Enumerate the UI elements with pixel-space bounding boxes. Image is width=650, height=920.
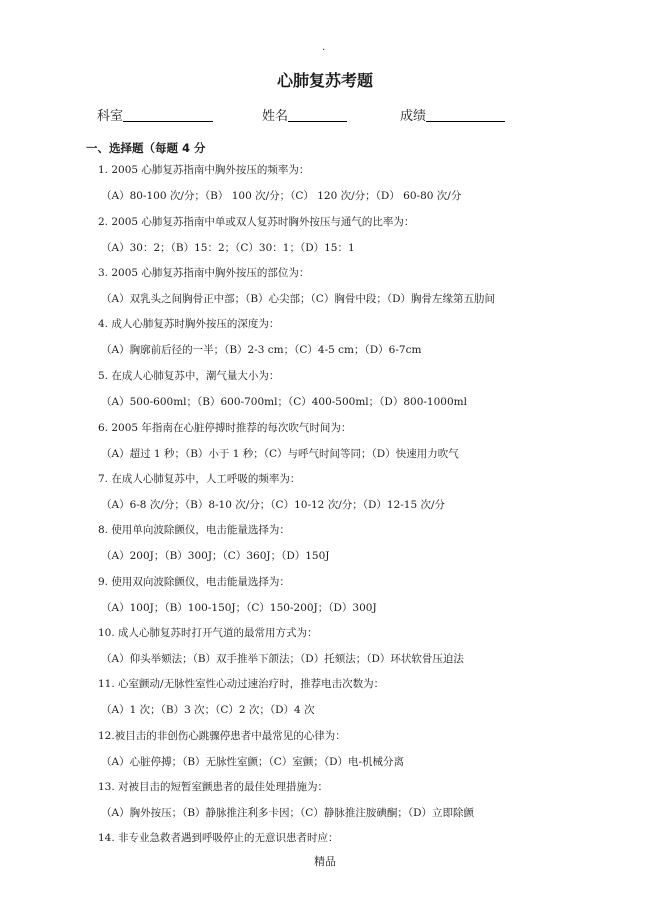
department-label: 科室 <box>97 109 124 124</box>
question-text: 9. 使用双向波除颤仪，电击能量选择为： <box>98 576 290 588</box>
question-options: （A）100J；（B）100-150J；（C）150-200J；（D）300J <box>101 602 377 614</box>
question-text: 8. 使用单向波除颤仪，电击能量选择为： <box>98 524 290 536</box>
question-text: 6. 2005 年指南在心脏停搏时推荐的每次吹气时间为： <box>98 422 352 434</box>
question-text: 2. 2005 心肺复苏指南中单或双人复苏时胸外按压与通气的比率为： <box>98 216 415 228</box>
question-options: （A）6-8 次/分；（B）8-10 次/分；（C）10-12 次/分；（D）12-15 次/分 <box>101 499 446 511</box>
score-field <box>400 105 505 124</box>
name-blank <box>288 107 347 122</box>
department-field <box>97 105 213 124</box>
question-text: 3. 2005 心肺复苏指南中胸外按压的部位为： <box>98 267 310 279</box>
question-options: （A）双乳头之间胸骨正中部；（B）心尖部；（C）胸骨中段；（D）胸骨左缘第五肋间 <box>101 293 495 305</box>
question-options: （A）胸廓前后径的一半；（B）2-3 cm；（C）4-5 cm；（D）6-7cm <box>101 344 422 356</box>
question-text: 10. 成人心肺复苏时打开气道的最常用方式为： <box>98 627 318 639</box>
question-options: （A）80-100 次/分；（B） 100 次/分；（C） 120 次/分；（D） 60-80 次/分 <box>101 190 462 202</box>
question-text: 11. 心室颤动/无脉性室性心动过速治疗时，推荐电击次数为： <box>98 678 385 690</box>
header-dot: . <box>322 42 326 53</box>
question-text: 14. 非专业急救者遇到呼吸停止的无意识患者时应： <box>98 832 339 844</box>
question-options: （A）200J；（B）300J；（C）360J；（D）150J <box>101 550 330 562</box>
question-text: 13. 对被目击的短暂室颤患者的最佳处理措施为： <box>98 781 329 793</box>
section-heading: 一、选择题（每题 4 分 <box>86 141 206 155</box>
question-options: （A）胸外按压；（B）静脉推注利多卡因；（C）静脉推注胺碘酮；（D）立即除颤 <box>101 807 474 819</box>
question-text: 7. 在成人心肺复苏中，人工呼吸的频率为： <box>98 473 301 485</box>
question-options: （A）1 次；（B）3 次；（C）2 次；（D）4 次 <box>101 704 315 716</box>
question-text: 1. 2005 心肺复苏指南中胸外按压的频率为： <box>98 164 310 176</box>
question-text: 4. 成人心肺复苏时胸外按压的深度为： <box>98 318 280 330</box>
question-options: （A）心脏停搏；（B）无脉性室颤；（C）室颤；（D）电-机械分离 <box>101 756 405 768</box>
name-field <box>262 105 347 124</box>
question-options: （A）超过 1 秒；（B）小于 1 秒；（C）与呼气时间等同；（D）快速用力吹气 <box>101 448 459 460</box>
question-options: （A）仰头举颏法；（B）双手推举下颌法；（D）托颏法；（D）环状软骨压迫法 <box>101 653 464 665</box>
score-blank <box>426 107 505 122</box>
question-options: （A）30：2；（B）15：2；（C）30：1；（D）15：1 <box>101 242 355 254</box>
question-text: 5. 在成人心肺复苏中，潮气量大小为： <box>98 370 280 382</box>
department-blank <box>123 107 213 122</box>
page-footer: 精品 <box>314 855 336 868</box>
name-label: 姓名 <box>262 109 289 124</box>
page-title: 心肺复苏考题 <box>276 71 373 90</box>
question-options: （A）500-600ml；（B）600-700ml；（C）400-500ml；（D）800-1000ml <box>101 396 467 408</box>
score-label: 成绩 <box>400 109 427 124</box>
question-text: 12.被目击的非创伤心跳骤停患者中最常见的心律为： <box>98 730 346 742</box>
